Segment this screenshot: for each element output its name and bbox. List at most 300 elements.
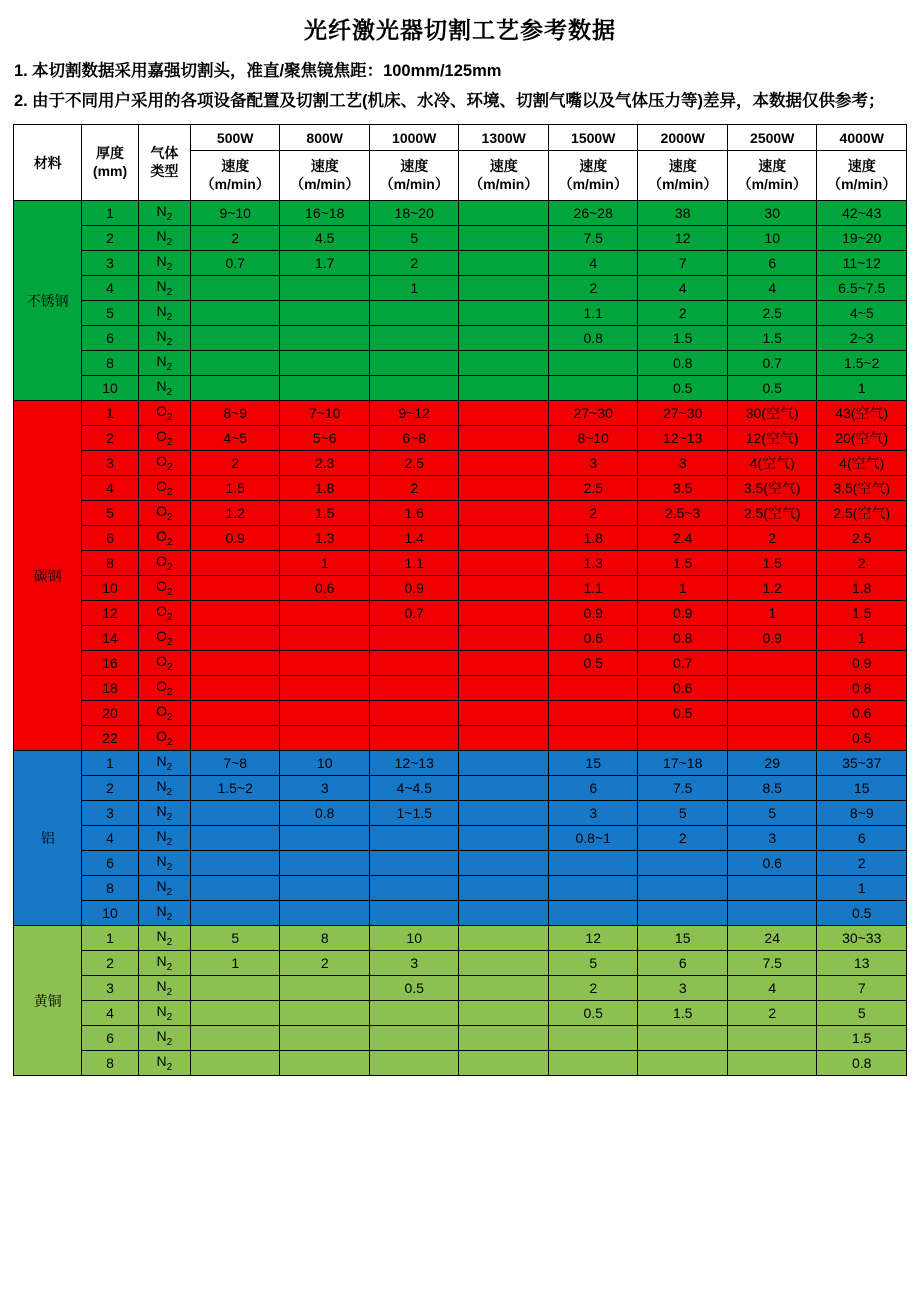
gas-cell: $N_2$ — [138, 976, 190, 1001]
speed-cell: 10 — [280, 751, 370, 776]
speed-cell — [280, 1001, 370, 1026]
thickness-cell: 3 — [82, 801, 138, 826]
speed-cell — [727, 726, 817, 751]
speed-cell — [459, 826, 549, 851]
gas-cell: $O_2$ — [138, 451, 190, 476]
table-row — [14, 426, 907, 451]
thickness-cell: 10 — [82, 901, 138, 926]
speed-cell — [369, 1026, 459, 1051]
speed-cell: 11~12 — [817, 251, 907, 276]
speed-cell: 2.5 — [817, 526, 907, 551]
speed-cell: 3 — [548, 801, 638, 826]
note-item — [14, 59, 906, 85]
speed-cell: 2.5(空气) — [817, 501, 907, 526]
speed-cell: 4(空气) — [727, 451, 817, 476]
speed-cell: 2 — [727, 526, 817, 551]
speed-cell — [459, 326, 549, 351]
speed-cell: 0.7 — [638, 651, 728, 676]
speed-cell: 12 — [548, 926, 638, 951]
speed-cell — [459, 801, 549, 826]
speed-cell: 0.8 — [638, 351, 728, 376]
gas-cell: $N_2$ — [138, 1026, 190, 1051]
speed-cell: 1 — [190, 951, 280, 976]
speed-cell: 1 — [638, 576, 728, 601]
speed-cell — [190, 726, 280, 751]
table-body — [14, 201, 907, 1076]
speed-cell: 1.5 — [727, 326, 817, 351]
speed-cell: 1.3 — [280, 526, 370, 551]
table-row — [14, 476, 907, 501]
table-row — [14, 676, 907, 701]
speed-cell — [369, 726, 459, 751]
speed-cell: 1.1 — [548, 301, 638, 326]
header-speed-2000w — [638, 151, 728, 201]
speed-cell: 4~4.5 — [369, 776, 459, 801]
speed-cell — [369, 301, 459, 326]
material-cell: 铝 — [14, 751, 82, 926]
speed-unit: （m/min） — [469, 175, 539, 192]
header-speed-800w — [280, 151, 370, 201]
speed-cell: 5~6 — [280, 426, 370, 451]
speed-cell: 7 — [638, 251, 728, 276]
gas-cell: $N_2$ — [138, 951, 190, 976]
table-row — [14, 501, 907, 526]
speed-cell — [190, 551, 280, 576]
speed-cell: 2 — [548, 276, 638, 301]
speed-cell: 4 — [727, 976, 817, 1001]
speed-cell: 1.8 — [548, 526, 638, 551]
speed-cell — [190, 976, 280, 1001]
speed-cell: 1.5~2 — [817, 351, 907, 376]
speed-label: 速度 — [668, 158, 697, 175]
speed-cell: 6 — [638, 951, 728, 976]
speed-cell: 2 — [817, 551, 907, 576]
speed-cell: 5 — [548, 951, 638, 976]
speed-cell: 42~43 — [817, 201, 907, 226]
speed-cell — [727, 651, 817, 676]
thickness-cell: 18 — [82, 676, 138, 701]
speed-cell: 2 — [369, 476, 459, 501]
speed-cell: 7~8 — [190, 751, 280, 776]
speed-cell: 1.5 — [638, 326, 728, 351]
speed-cell: 0.7 — [190, 251, 280, 276]
gas-cell: $O_2$ — [138, 401, 190, 426]
speed-cell: 1.2 — [190, 501, 280, 526]
thickness-cell: 16 — [82, 651, 138, 676]
gas-cell: $N_2$ — [138, 926, 190, 951]
speed-cell — [459, 676, 549, 701]
table-row — [14, 226, 907, 251]
speed-cell — [190, 626, 280, 651]
speed-cell: 0.9 — [190, 526, 280, 551]
speed-cell: 4 — [638, 276, 728, 301]
speed-cell: 0.8 — [280, 801, 370, 826]
gas-cell: $O_2$ — [138, 601, 190, 626]
speed-cell: 1.5 — [638, 1001, 728, 1026]
speed-cell — [459, 401, 549, 426]
speed-cell — [369, 676, 459, 701]
gas-cell: $N_2$ — [138, 751, 190, 776]
speed-cell: 2.3 — [280, 451, 370, 476]
speed-cell — [280, 976, 370, 1001]
header-row-power — [14, 125, 907, 151]
speed-cell: 1 — [817, 376, 907, 401]
speed-cell: 0.5 — [548, 1001, 638, 1026]
gas-cell: $N_2$ — [138, 201, 190, 226]
gas-cell: $N_2$ — [138, 276, 190, 301]
gas-cell: $N_2$ — [138, 301, 190, 326]
table-header — [14, 125, 907, 201]
speed-cell: 26~28 — [548, 201, 638, 226]
thickness-cell: 2 — [82, 426, 138, 451]
header-power-1300w: 1300W — [459, 125, 549, 151]
gas-cell: $N_2$ — [138, 1001, 190, 1026]
table-row — [14, 801, 907, 826]
speed-cell — [369, 326, 459, 351]
gas-cell: $O_2$ — [138, 426, 190, 451]
speed-cell — [280, 326, 370, 351]
speed-cell — [280, 1026, 370, 1051]
speed-cell — [190, 376, 280, 401]
speed-cell: 1.8 — [280, 476, 370, 501]
note-number: 2. — [14, 91, 28, 110]
speed-cell: 2.5 — [548, 476, 638, 501]
speed-unit: （m/min） — [558, 175, 628, 192]
gas-cell: $O_2$ — [138, 576, 190, 601]
speed-cell: 0.6 — [817, 701, 907, 726]
speed-cell: 0.6 — [548, 626, 638, 651]
speed-label: 速度 — [221, 158, 250, 175]
speed-cell: 0.8 — [548, 326, 638, 351]
table-row — [14, 576, 907, 601]
gas-cell: $N_2$ — [138, 801, 190, 826]
speed-cell — [459, 501, 549, 526]
gas-cell: $O_2$ — [138, 726, 190, 751]
speed-unit: （m/min） — [648, 175, 718, 192]
speed-cell: 27~30 — [548, 401, 638, 426]
speed-cell: 2 — [190, 226, 280, 251]
speed-cell: 17~18 — [638, 751, 728, 776]
speed-cell — [548, 901, 638, 926]
speed-cell: 2~3 — [817, 326, 907, 351]
speed-cell: 0.5 — [638, 376, 728, 401]
gas-cell: $N_2$ — [138, 326, 190, 351]
header-thickness-line1: 厚度 — [96, 145, 125, 162]
table-row — [14, 1001, 907, 1026]
speed-cell — [459, 551, 549, 576]
table-row — [14, 951, 907, 976]
header-gas-line1: 气体 — [150, 145, 179, 162]
speed-cell: 0.7 — [369, 601, 459, 626]
speed-cell: 6.5~7.5 — [817, 276, 907, 301]
gas-cell: $N_2$ — [138, 226, 190, 251]
speed-cell — [459, 226, 549, 251]
speed-cell: 8~10 — [548, 426, 638, 451]
note-item — [14, 89, 906, 115]
speed-cell — [459, 626, 549, 651]
speed-cell: 2.5(空气) — [727, 501, 817, 526]
speed-cell: 1 — [280, 551, 370, 576]
speed-label: 速度 — [489, 158, 518, 175]
speed-cell — [280, 676, 370, 701]
page-title: 光纤激光器切割工艺参考数据 — [304, 17, 616, 43]
speed-cell: 5 — [817, 1001, 907, 1026]
thickness-cell: 14 — [82, 626, 138, 651]
speed-cell — [459, 451, 549, 476]
speed-cell — [369, 626, 459, 651]
header-thickness — [82, 125, 138, 201]
speed-cell — [459, 876, 549, 901]
table-row — [14, 1051, 907, 1076]
speed-cell — [280, 301, 370, 326]
speed-cell — [369, 1051, 459, 1076]
speed-cell: 1.5 — [638, 551, 728, 576]
table-row — [14, 876, 907, 901]
speed-cell: 12(空气) — [727, 426, 817, 451]
speed-cell — [190, 1051, 280, 1076]
speed-cell: 1.2 — [727, 576, 817, 601]
speed-cell — [369, 851, 459, 876]
material-cell: 黄铜 — [14, 926, 82, 1076]
gas-cell: $N_2$ — [138, 251, 190, 276]
speed-cell: 16~18 — [280, 201, 370, 226]
speed-cell — [459, 901, 549, 926]
speed-cell — [727, 901, 817, 926]
table-row — [14, 776, 907, 801]
table-row — [14, 976, 907, 1001]
speed-cell — [638, 1026, 728, 1051]
speed-cell: 4~5 — [190, 426, 280, 451]
speed-cell: 3 — [727, 826, 817, 851]
gas-cell: $N_2$ — [138, 376, 190, 401]
speed-cell — [459, 251, 549, 276]
speed-cell: 15 — [548, 751, 638, 776]
speed-cell: 1.3 — [548, 551, 638, 576]
speed-cell — [638, 901, 728, 926]
speed-cell: 30 — [727, 201, 817, 226]
speed-cell: 1.5 — [817, 601, 907, 626]
thickness-cell: 8 — [82, 551, 138, 576]
speed-cell — [727, 676, 817, 701]
gas-cell: $N_2$ — [138, 351, 190, 376]
speed-cell — [727, 701, 817, 726]
thickness-cell: 22 — [82, 726, 138, 751]
speed-cell — [280, 701, 370, 726]
speed-cell: 0.7 — [727, 351, 817, 376]
speed-cell: 15 — [817, 776, 907, 801]
speed-cell: 43(空气) — [817, 401, 907, 426]
speed-cell: 10 — [727, 226, 817, 251]
gas-cell: $O_2$ — [138, 651, 190, 676]
speed-label: 速度 — [400, 158, 429, 175]
thickness-cell: 3 — [82, 451, 138, 476]
speed-cell — [459, 951, 549, 976]
speed-cell: 6 — [817, 826, 907, 851]
speed-cell: 3.5(空气) — [727, 476, 817, 501]
thickness-cell: 4 — [82, 1001, 138, 1026]
speed-cell — [369, 1001, 459, 1026]
speed-cell: 2 — [638, 826, 728, 851]
document-page — [0, 12, 920, 1312]
speed-cell — [190, 826, 280, 851]
speed-cell — [190, 601, 280, 626]
speed-cell: 5 — [190, 926, 280, 951]
speed-cell: 2.5 — [727, 301, 817, 326]
table-row — [14, 251, 907, 276]
speed-cell: 2 — [817, 851, 907, 876]
speed-cell — [459, 701, 549, 726]
speed-cell: 3 — [638, 451, 728, 476]
speed-cell: 6~8 — [369, 426, 459, 451]
speed-cell — [459, 726, 549, 751]
speed-cell: 7 — [817, 976, 907, 1001]
speed-cell: 3.5(空气) — [817, 476, 907, 501]
header-gas — [138, 125, 190, 201]
speed-unit: （m/min） — [200, 175, 270, 192]
table-row — [14, 301, 907, 326]
thickness-cell: 10 — [82, 376, 138, 401]
header-power-2500w: 2500W — [727, 125, 817, 151]
speed-cell: 5 — [638, 801, 728, 826]
speed-cell — [369, 701, 459, 726]
thickness-cell: 2 — [82, 951, 138, 976]
table-row — [14, 276, 907, 301]
header-speed-500w — [190, 151, 280, 201]
speed-cell: 0.8~1 — [548, 826, 638, 851]
thickness-cell: 6 — [82, 1026, 138, 1051]
gas-cell: $N_2$ — [138, 826, 190, 851]
gas-cell: $O_2$ — [138, 476, 190, 501]
speed-cell: 1.4 — [369, 526, 459, 551]
speed-cell — [369, 901, 459, 926]
speed-cell — [280, 876, 370, 901]
speed-unit: （m/min） — [379, 175, 449, 192]
speed-cell — [459, 776, 549, 801]
header-power-1500w: 1500W — [548, 125, 638, 151]
speed-cell: 1.1 — [369, 551, 459, 576]
gas-cell: $O_2$ — [138, 701, 190, 726]
speed-cell — [280, 351, 370, 376]
speed-cell — [459, 376, 549, 401]
speed-cell — [459, 276, 549, 301]
speed-cell: 30(空气) — [727, 401, 817, 426]
speed-cell: 5 — [369, 226, 459, 251]
speed-cell: 1 — [369, 276, 459, 301]
thickness-cell: 10 — [82, 576, 138, 601]
speed-cell: 12 — [638, 226, 728, 251]
speed-cell: 7.5 — [548, 226, 638, 251]
speed-cell: 0.9 — [817, 651, 907, 676]
thickness-cell: 5 — [82, 301, 138, 326]
gas-cell: $O_2$ — [138, 526, 190, 551]
header-thickness-line2: (mm) — [92, 162, 128, 179]
speed-cell — [190, 1026, 280, 1051]
thickness-cell: 2 — [82, 226, 138, 251]
speed-cell: 38 — [638, 201, 728, 226]
header-power-500w: 500W — [190, 125, 280, 151]
speed-cell — [548, 676, 638, 701]
speed-cell: 12~13 — [369, 751, 459, 776]
speed-cell: 0.6 — [638, 676, 728, 701]
material-cell: 碳钢 — [14, 401, 82, 751]
notes-block — [14, 59, 906, 114]
speed-cell: 2 — [727, 1001, 817, 1026]
thickness-cell: 6 — [82, 326, 138, 351]
table-row — [14, 651, 907, 676]
gas-cell: $N_2$ — [138, 851, 190, 876]
speed-unit: （m/min） — [737, 175, 807, 192]
thickness-cell: 6 — [82, 851, 138, 876]
header-power-800w: 800W — [280, 125, 370, 151]
thickness-cell: 1 — [82, 401, 138, 426]
speed-cell: 2 — [369, 251, 459, 276]
speed-cell — [280, 726, 370, 751]
table-row — [14, 451, 907, 476]
speed-cell: 0.5 — [727, 376, 817, 401]
table-row — [14, 826, 907, 851]
thickness-cell: 6 — [82, 526, 138, 551]
cutting-parameters-table — [13, 124, 907, 1076]
speed-cell: 0.5 — [817, 726, 907, 751]
table-row — [14, 851, 907, 876]
speed-cell: 8~9 — [190, 401, 280, 426]
table-row — [14, 326, 907, 351]
speed-cell — [280, 851, 370, 876]
speed-cell — [190, 701, 280, 726]
speed-cell — [727, 876, 817, 901]
table-row — [14, 926, 907, 951]
speed-cell: 0.8 — [817, 1051, 907, 1076]
speed-cell: 0.5 — [817, 901, 907, 926]
gas-cell: $O_2$ — [138, 551, 190, 576]
thickness-cell: 5 — [82, 501, 138, 526]
speed-cell: 0.9 — [727, 626, 817, 651]
speed-cell: 4~5 — [817, 301, 907, 326]
speed-unit: （m/min） — [827, 175, 897, 192]
thickness-cell: 8 — [82, 351, 138, 376]
speed-cell: 2 — [548, 976, 638, 1001]
speed-cell — [280, 1051, 370, 1076]
speed-cell: 1.8 — [817, 576, 907, 601]
speed-cell — [638, 851, 728, 876]
speed-cell: 1.5 — [190, 476, 280, 501]
speed-cell — [548, 726, 638, 751]
speed-cell — [369, 876, 459, 901]
speed-cell: 7.5 — [727, 951, 817, 976]
speed-cell: 35~37 — [817, 751, 907, 776]
note-text: 由于不同用户采用的各项设备配置及切割工艺(机床、水冷、环境、切割气嘴以及气体压力等)差异，本数据仅供参考； — [32, 91, 885, 110]
speed-cell: 6 — [727, 251, 817, 276]
speed-cell: 1.7 — [280, 251, 370, 276]
speed-cell: 6 — [548, 776, 638, 801]
speed-cell — [280, 651, 370, 676]
header-speed-1500w — [548, 151, 638, 201]
table-row — [14, 1026, 907, 1051]
speed-cell — [638, 726, 728, 751]
speed-cell — [548, 351, 638, 376]
table-row — [14, 701, 907, 726]
speed-cell — [369, 376, 459, 401]
speed-cell — [638, 1051, 728, 1076]
speed-cell: 0.9 — [369, 576, 459, 601]
thickness-cell: 3 — [82, 976, 138, 1001]
speed-label: 速度 — [847, 158, 876, 175]
speed-cell — [190, 851, 280, 876]
speed-cell: 0.8 — [817, 676, 907, 701]
speed-cell — [459, 976, 549, 1001]
speed-cell: 2.5 — [369, 451, 459, 476]
gas-cell: $O_2$ — [138, 676, 190, 701]
